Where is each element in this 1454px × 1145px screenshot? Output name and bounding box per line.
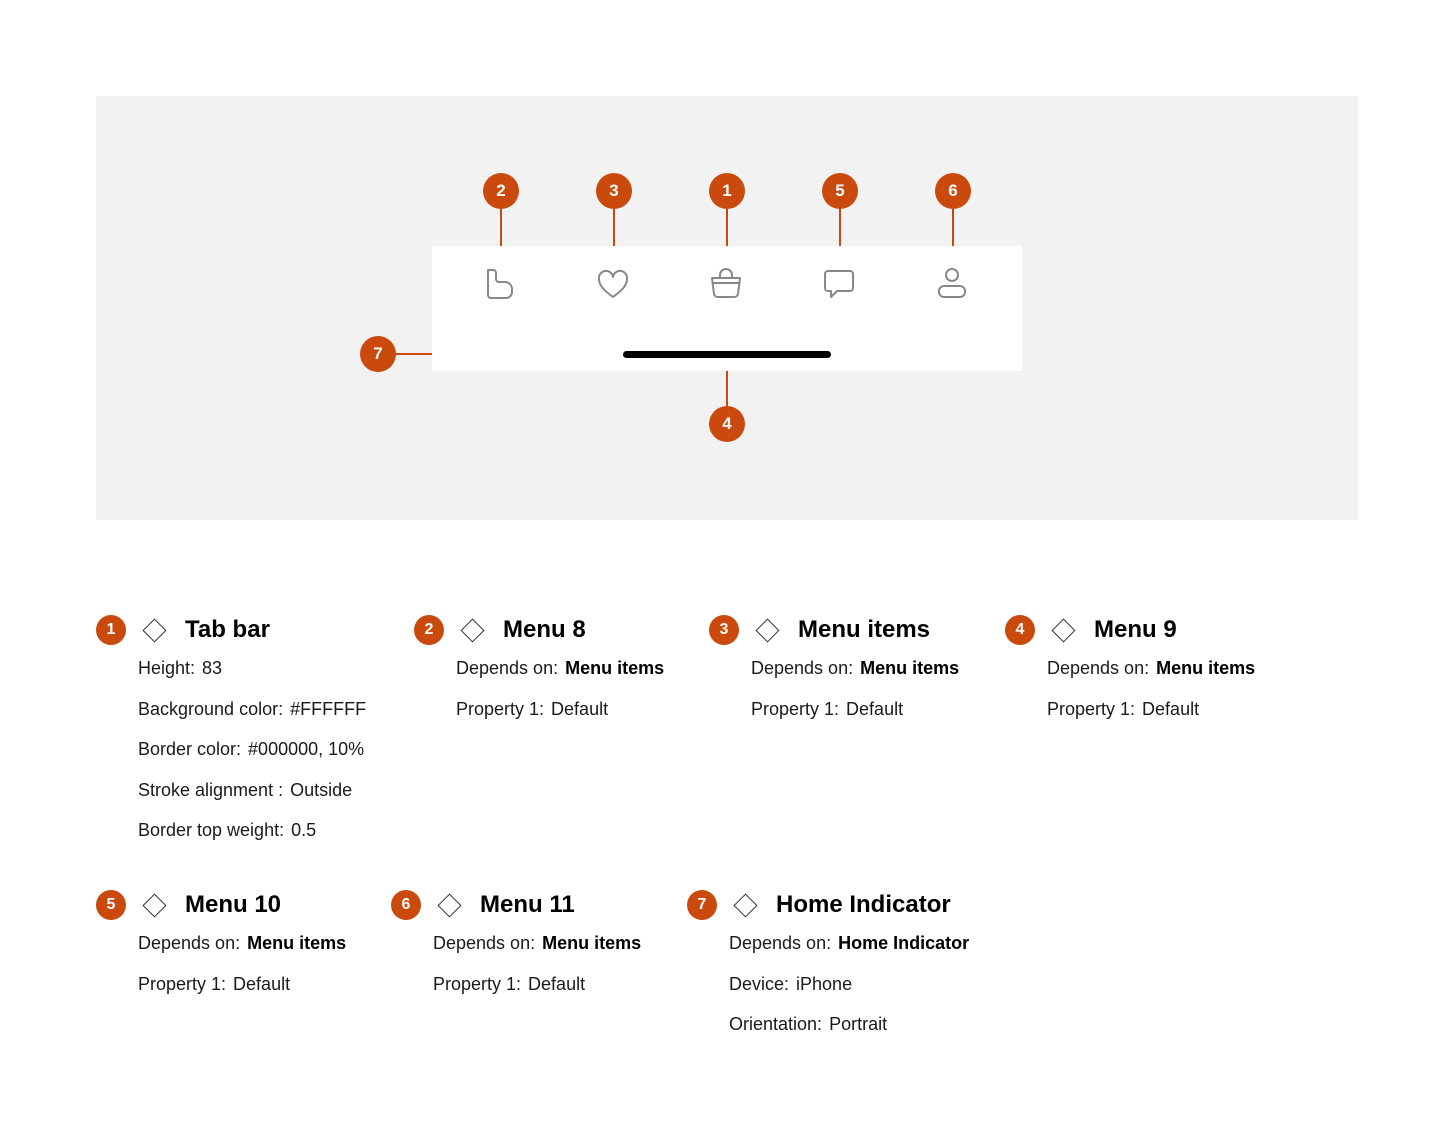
legend-badge: 7 — [687, 890, 717, 920]
property-value: Outside — [290, 779, 353, 800]
property-key: Depends on: — [1047, 658, 1150, 678]
property-row — [729, 931, 969, 955]
property-row — [138, 697, 366, 721]
connector-line — [500, 208, 502, 246]
property-value: Menu items — [1156, 658, 1256, 678]
connector-line — [613, 208, 615, 246]
property-key: Orientation: — [729, 1014, 823, 1034]
property-row — [433, 931, 641, 955]
property-value: Default — [1142, 698, 1200, 719]
property-row — [138, 778, 366, 802]
legend-menu-8 — [414, 614, 664, 737]
property-value: #000000, 10% — [248, 739, 365, 759]
property-value: Menu items — [247, 933, 347, 953]
legend-badge: 3 — [709, 615, 739, 645]
connector-line — [394, 353, 432, 355]
property-key: Depends on: — [138, 933, 241, 953]
component-diamond-icon — [1051, 618, 1075, 642]
connector-line — [839, 208, 841, 246]
property-value: Home Indicator — [838, 933, 970, 953]
property-value: Menu items — [542, 933, 642, 953]
property-value: Default — [551, 698, 609, 719]
property-row — [138, 737, 366, 761]
property-key: Depends on: — [751, 658, 854, 678]
property-key: Depends on: — [433, 933, 536, 953]
marker: 7 — [360, 336, 396, 372]
property-key: Property 1: — [751, 698, 840, 719]
shopping-basket-icon[interactable] — [706, 264, 746, 304]
property-row — [138, 656, 366, 680]
property-row — [1047, 656, 1255, 680]
property-row — [751, 697, 959, 721]
legend-menu-10 — [96, 889, 346, 1012]
property-key: Property 1: — [138, 973, 227, 994]
component-diamond-icon — [142, 618, 166, 642]
legend-menu-items — [709, 614, 959, 737]
marker: 2 — [483, 173, 519, 209]
component-diamond-icon — [733, 893, 757, 917]
marker: 4 — [709, 406, 745, 442]
property-row — [138, 931, 346, 955]
property-key: Depends on: — [456, 658, 559, 678]
marker: 5 — [822, 173, 858, 209]
legend-menu-11 — [391, 889, 641, 1012]
legend-badge: 1 — [96, 615, 126, 645]
marker: 6 — [935, 173, 971, 209]
marker: 1 — [709, 173, 745, 209]
legend-title: Home Indicator — [776, 891, 951, 918]
property-value: Portrait — [829, 1014, 888, 1034]
home-indicator — [623, 351, 831, 358]
legend-badge: 5 — [96, 890, 126, 920]
pie-chart-icon[interactable] — [480, 264, 520, 304]
property-value: Menu items — [565, 658, 665, 678]
property-row — [729, 1012, 969, 1036]
property-value: Default — [528, 973, 586, 994]
legend-badge: 6 — [391, 890, 421, 920]
chat-bubble-icon[interactable] — [819, 264, 859, 304]
property-key: Depends on: — [729, 933, 832, 953]
property-key: Stroke alignment : — [138, 779, 284, 800]
legend-title: Menu 9 — [1094, 616, 1177, 643]
property-value: 0.5 — [291, 820, 317, 840]
property-key: Border top weight: — [138, 820, 285, 840]
property-row — [751, 656, 959, 680]
marker: 3 — [596, 173, 632, 209]
property-value: Default — [846, 698, 904, 719]
connector-line — [952, 208, 954, 246]
property-row — [729, 972, 969, 996]
component-diamond-icon — [437, 893, 461, 917]
property-row — [1047, 697, 1255, 721]
component-diamond-icon — [755, 618, 779, 642]
legend-home-indicator — [687, 889, 969, 1053]
heart-icon[interactable] — [593, 264, 633, 304]
legend-badge: 2 — [414, 615, 444, 645]
property-key: Border color: — [138, 739, 242, 759]
property-key: Background color: — [138, 698, 284, 719]
property-row — [433, 972, 641, 996]
property-key: Device: — [729, 973, 790, 994]
legend-badge: 4 — [1005, 615, 1035, 645]
property-value: iPhone — [796, 973, 853, 994]
property-row — [456, 697, 664, 721]
component-diamond-icon — [460, 618, 484, 642]
property-key: Property 1: — [456, 698, 545, 719]
user-icon[interactable] — [932, 264, 972, 304]
property-value: #FFFFFF — [290, 698, 367, 719]
property-row — [456, 656, 664, 680]
legend-title: Menu 10 — [185, 891, 282, 918]
legend-title: Menu 11 — [480, 891, 575, 918]
property-value: 83 — [202, 658, 223, 678]
legend-title: Menu 8 — [503, 616, 586, 643]
legend-title: Tab bar — [185, 616, 270, 643]
legend-menu-9 — [1005, 614, 1255, 737]
property-row — [138, 818, 366, 842]
property-key: Property 1: — [1047, 698, 1136, 719]
legend-title: Menu items — [798, 616, 931, 643]
legend-tab-bar — [96, 614, 366, 859]
property-row — [138, 972, 346, 996]
connector-line — [726, 208, 728, 246]
property-key: Property 1: — [433, 973, 522, 994]
property-value: Menu items — [860, 658, 960, 678]
property-value: Default — [233, 973, 291, 994]
component-diamond-icon — [142, 893, 166, 917]
property-key: Height: — [138, 658, 196, 678]
